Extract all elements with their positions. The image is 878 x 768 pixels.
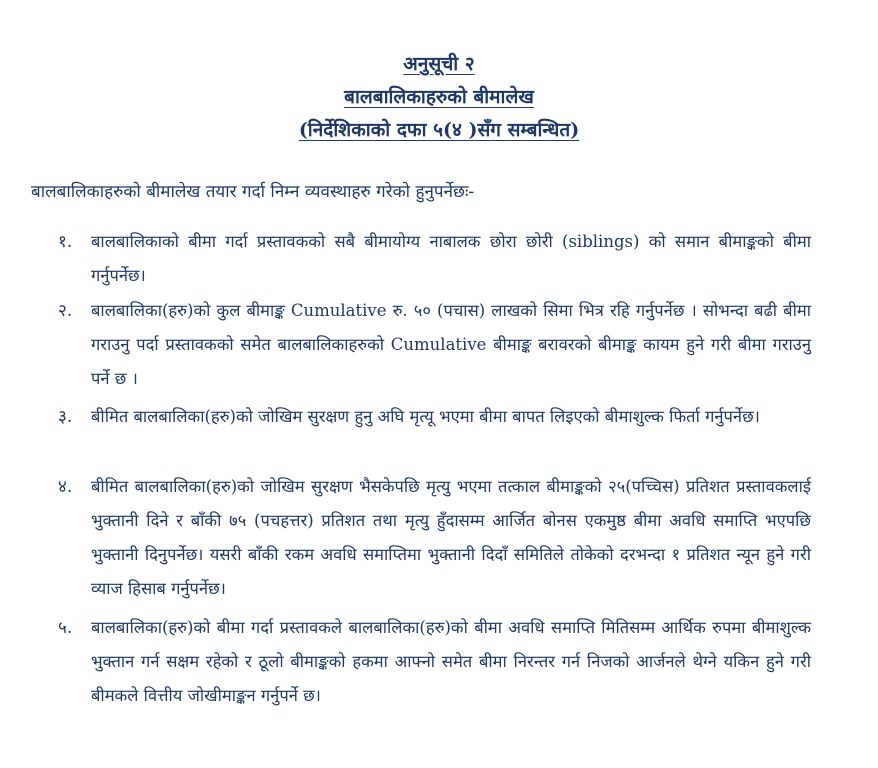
list-item-number: २. (58, 301, 73, 321)
document-title-text: बालबालिकाहरुको बीमालेख (344, 86, 534, 108)
document-title (0, 84, 878, 110)
document-subtitle-text: (निर्देशिकाको दफा ५(४ )सँग सम्बन्धित) (298, 119, 580, 141)
list-item-text: बालबालिका(हरु)को कुल बीमाङ्क Cumulative रु. ५० (पचास) लाखको सिमा भित्र रहि गर्नुपर्नेछ । सोभन्दा बढी बीमा गराउनु पर्दा प्रस्तावकको समेत बालबालिकाहरुको Cumulative बीमाङ्क बरावरको बीमाङ्क कायम हुने गरी बीमा गराउनु पर्ने छ । (91, 301, 811, 388)
list-item-number: ५. (58, 618, 73, 638)
list-item-number: १. (58, 232, 73, 252)
list-item-text: बीमित बालबालिका(हरु)को जोखिम सुरक्षण हुनु अघि मृत्यू भएमा बीमा बापत लिइएको बीमाशुल्क फिर्ता गर्नुपर्नेछ। (91, 407, 760, 426)
schedule-heading-text: अनुसूची २ (403, 53, 475, 75)
intro-paragraph: बालबालिकाहरुको बीमालेख तयार गर्दा निम्न व्यवस्थाहरु गरेको हुनुपर्नेछः- (31, 182, 475, 202)
list-item-text: बीमित बालबालिका(हरु)को जोखिम सुरक्षण भैसकेपछि मृत्यु भएमा तत्काल बीमाङ्कको २५(पच्चिस) प्रतिशत प्रस्तावकलाई भुक्तानी दिने र बाँकी ७५ (पचहत्तर) प्रतिशत तथा मृत्यु हुँदासम्म आर्जित बोनस एकमुष्ठ बीमा अवधि समाप्ति भएपछि भुक्तानी दिनुपर्नेछ। यसरी बाँकी रकम अवधि समाप्तिमा भुक्तानी दिदाँ समितिले तोकेको दरभन्दा १ प्रतिशत न्यून हुने गरी व्याज हिसाब गर्नुपर्नेछ। (91, 477, 811, 598)
document-subtitle (0, 117, 878, 143)
list-item-text: बालबालिका(हरु)को बीमा गर्दा प्रस्तावकले बालबालिका(हरु)को बीमा अवधि समाप्ति मितिसम्म आर्थिक रुपमा बीमाशुल्क भुक्तान गर्न सक्षम रहेको र ठूलो बीमाङ्कको हकमा आफ्नो समेत बीमा निरन्तर गर्न निजको आर्जनले थेग्ने यकिन हुने गरी बीमकले वित्तीय जोखीमाङ्कन गर्नुपर्ने छ। (91, 618, 811, 705)
schedule-heading (0, 51, 878, 77)
list-item-number: ३. (58, 407, 73, 427)
list-item-number: ४. (58, 477, 73, 497)
list-item-text: बालबालिकाको बीमा गर्दा प्रस्तावकको सबै बीमायोग्य नाबालक छोरा छोरी (siblings) को समान बीमाङ्कको बीमा गर्नुपर्नेछ। (91, 232, 811, 285)
